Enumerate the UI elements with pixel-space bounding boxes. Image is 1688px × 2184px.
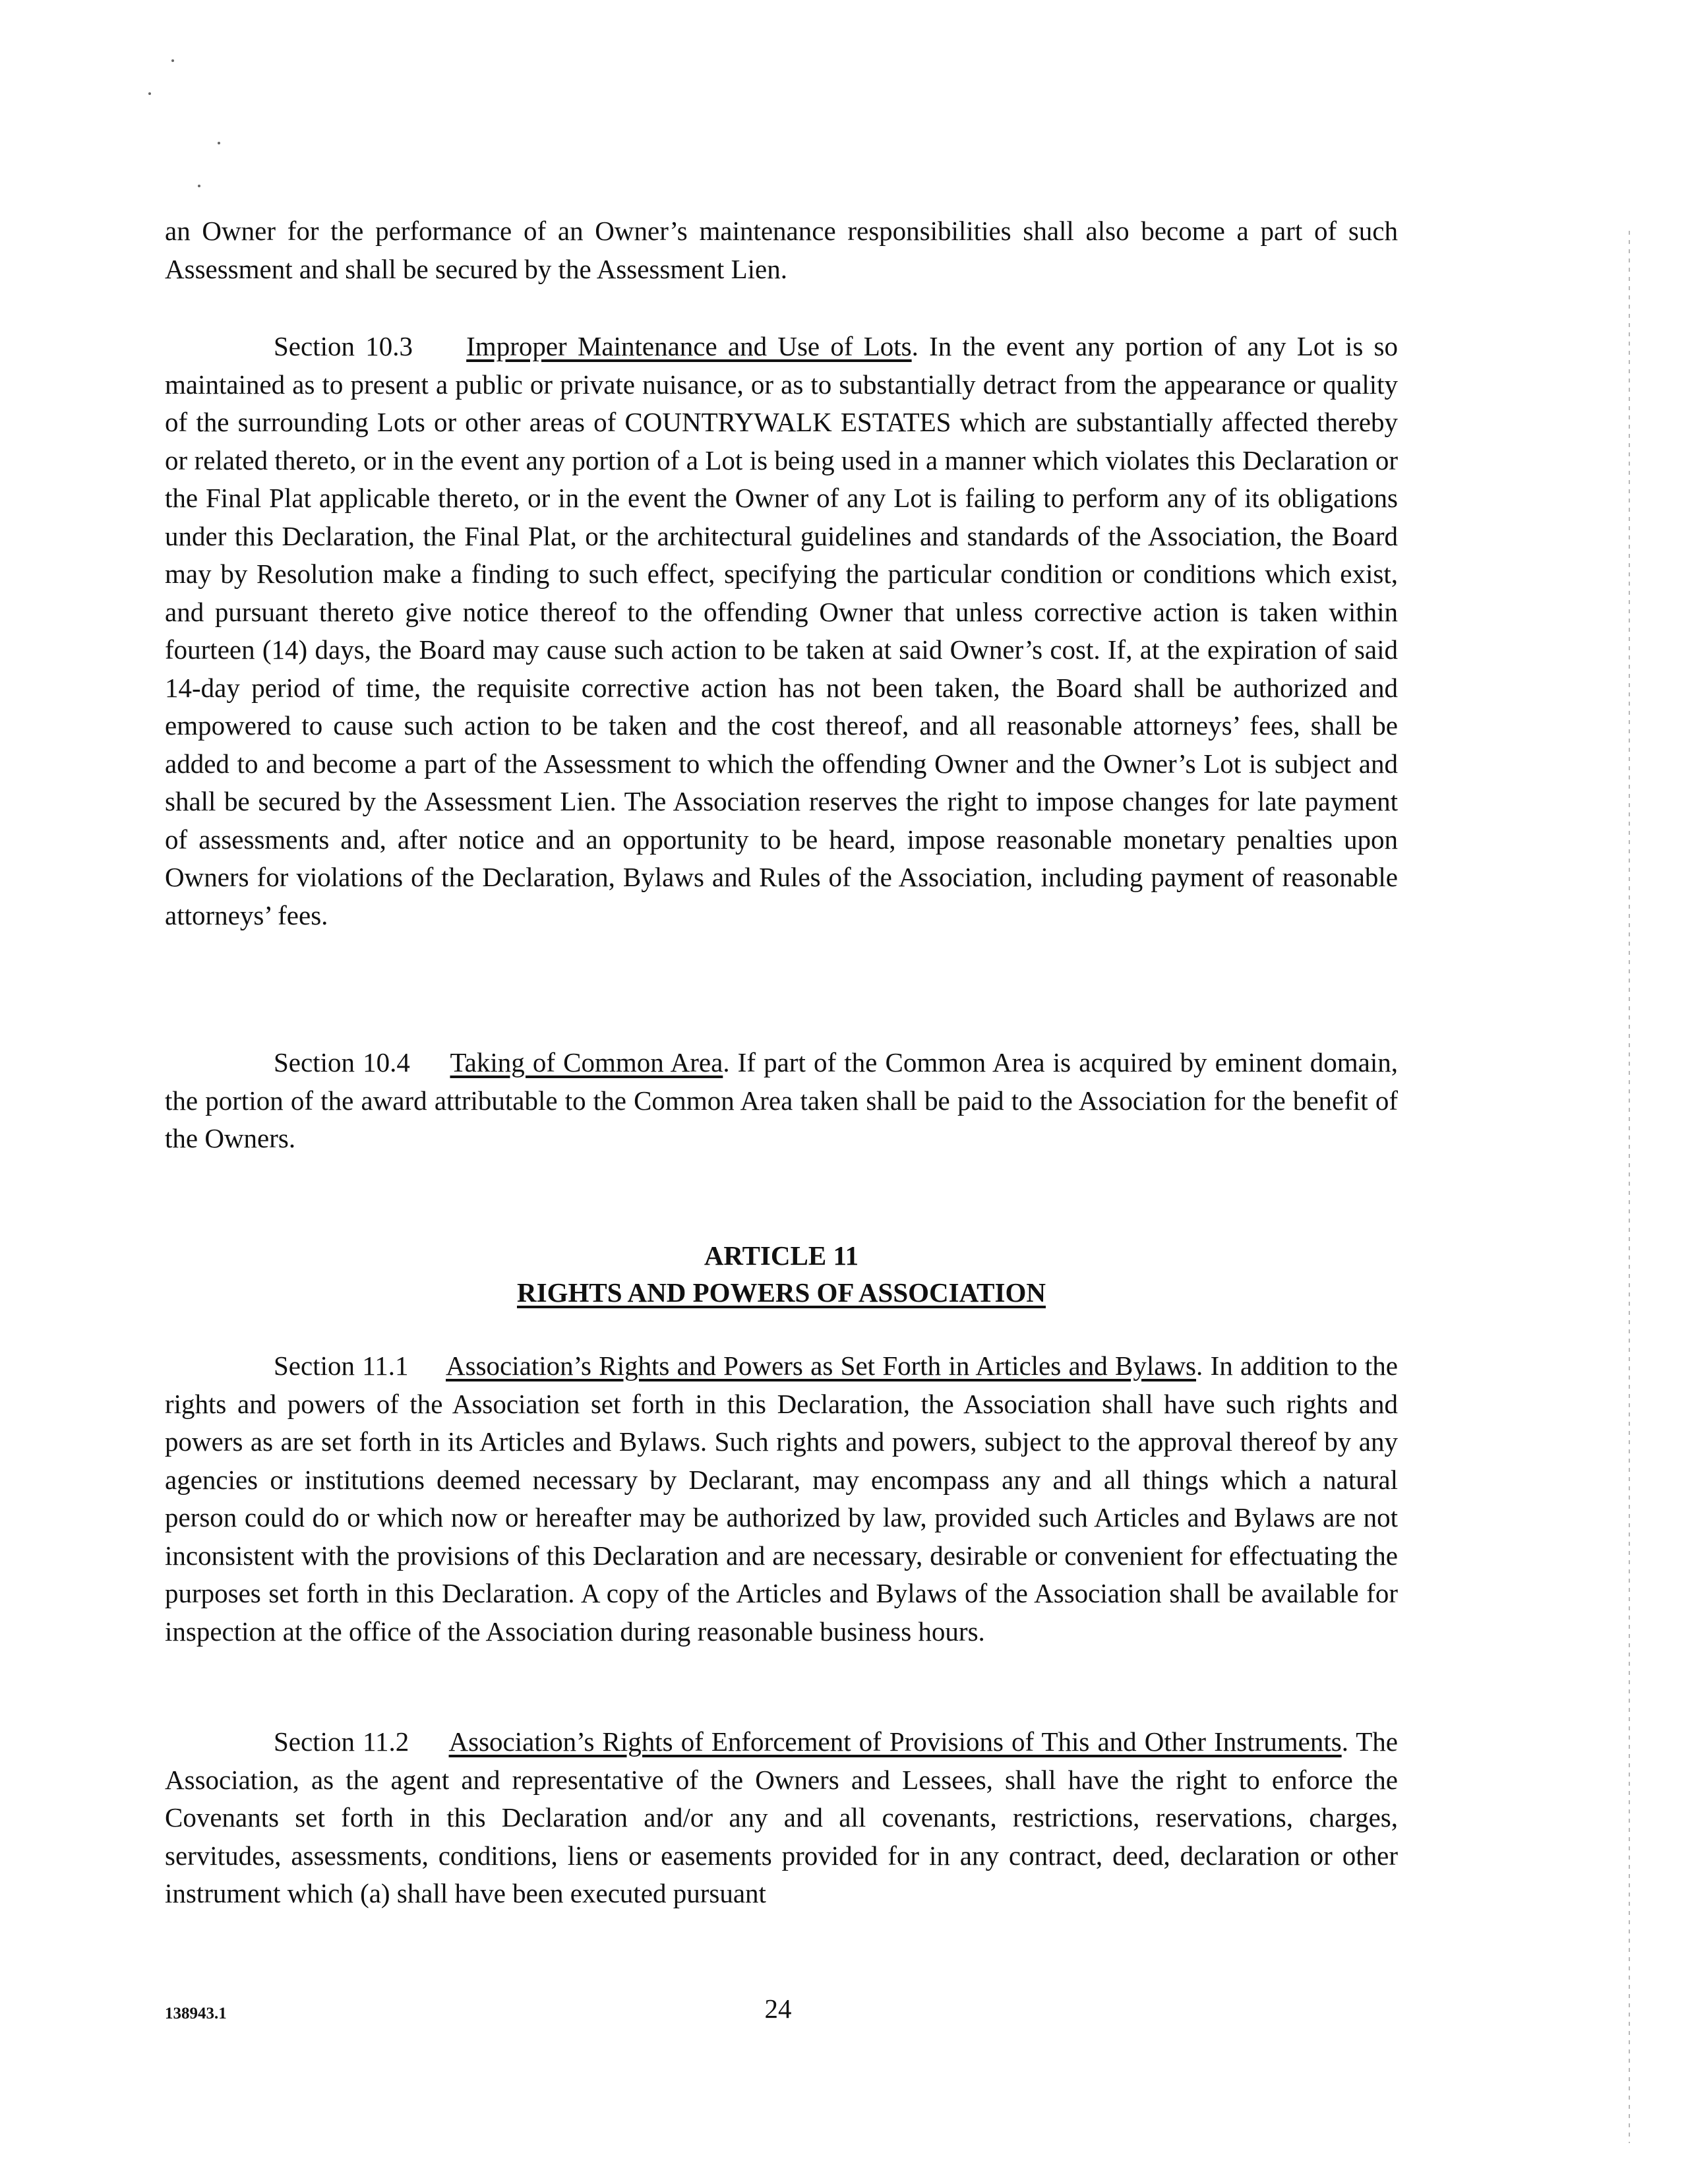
section-10-4-paragraph: [165, 1044, 1398, 1158]
page-number: 24: [764, 1993, 792, 2024]
section-title: Association’s Rights and Powers as Set Forth in Articles and Bylaws: [446, 1350, 1197, 1381]
scan-speck: [218, 142, 220, 144]
section-text: . In the event any portion of any Lot is so maintained as to present a public or private nuisance, or as to substantially detract from the appearance or quality of the surrounding Lots or other areas of COUNTRYWALK ESTATES which are substantially affected thereby or related thereto, or in the event any portion of a Lot is being used in a manner which violates this Declaration or the Final Plat applicable thereto, or in the event the Owner of any Lot is failing to perform any of its obligations under this Declaration, the Final Plat, or the architectural guidelines and standards of the Association, the Board may by Resolution make a finding to such effect, specifying the particular condition or conditions which exist, and pursuant thereto give notice thereof to the offending Owner that unless corrective action is taken within fourteen (14) days, the Board may cause such action to be taken at said Owner’s cost. If, at the expiration of said 14-day period of time, the requisite corrective action has not been taken, the Board shall be authorized and empowered to cause such action to be taken and the cost thereof, and all reasonable attorneys’ fees, shall be added to and become a part of the Assessment to which the offending Owner and the Owner’s Lot is subject and shall be secured by the Assessment Lien. The Association reserves the right to impose changes for late payment of assessments and, after notice and an opportunity to be heard, impose reasonable monetary penalties upon Owners for violations of the Declaration, Bylaws and Rules of the Association, including payment of reasonable attorneys’ fees.: [165, 331, 1398, 930]
section-title: Taking of Common Area: [450, 1047, 723, 1077]
section-number: Section 10.3: [274, 331, 413, 361]
scan-speck: [198, 185, 200, 187]
continuation-text: an Owner for the performance of an Owner’s maintenance responsibilities shall also become a part of such Assessment and shall be secured by the Assessment Lien.: [165, 216, 1398, 284]
scan-speck: [148, 92, 151, 95]
section-10-3-paragraph: [165, 328, 1398, 934]
scan-speck: [171, 59, 174, 62]
section-11-2-paragraph: [165, 1723, 1398, 1913]
section-text: . In addition to the rights and powers of the Association set forth in this Declaration, the Association shall have such rights and powers as are set forth in its Articles and Bylaws. Such rights and powers, subject to the approval thereof by any agencies or institutions deemed necessary by Declarant, may encompass any and all things which a natural person could do or which now or hereafter may be authorized by law, provided such Articles and Bylaws are not inconsistent with the provisions of this Declaration and are necessary, desirable or convenient for effectuating the purposes set forth in this Declaration. A copy of the Articles and Bylaws of the Association shall be available for inspection at the office of the Association during reasonable business hours.: [165, 1350, 1398, 1647]
scan-margin-line: [1629, 231, 1630, 2143]
section-11-1-paragraph: [165, 1347, 1398, 1651]
section-text: . If part of the Common Area is acquired by eminent domain, the portion of the award attributable to the Common Area taken shall be paid to the Association for the benefit of the Owners.: [165, 1047, 1399, 1153]
section-number: Section 11.1: [274, 1350, 409, 1381]
section-text: . The Association, as the agent and representative of the Owners and Lessees, shall have the right to enforce the Covenants set forth in this Declaration and/or any and all covenants, restrictions, reservations, charges, servitudes, assessments, conditions, liens or easements provided for in any contract, deed, declaration or other instrument which (a) shall have been executed pursuant: [165, 1726, 1398, 1908]
section-number: Section 11.2: [274, 1726, 409, 1757]
section-title: Association’s Rights of Enforcement of Provisions of This and Other Instruments: [448, 1726, 1342, 1757]
article-number: ARTICLE 11: [704, 1240, 859, 1271]
article-title-text: RIGHTS AND POWERS OF ASSOCIATION: [517, 1277, 1046, 1308]
article-title: [165, 1273, 1398, 1312]
document-id: 138943.1: [165, 2005, 227, 2022]
section-number: Section 10.4: [274, 1047, 410, 1077]
continuation-paragraph: [165, 212, 1398, 288]
section-title: Improper Maintenance and Use of Lots: [466, 331, 912, 361]
